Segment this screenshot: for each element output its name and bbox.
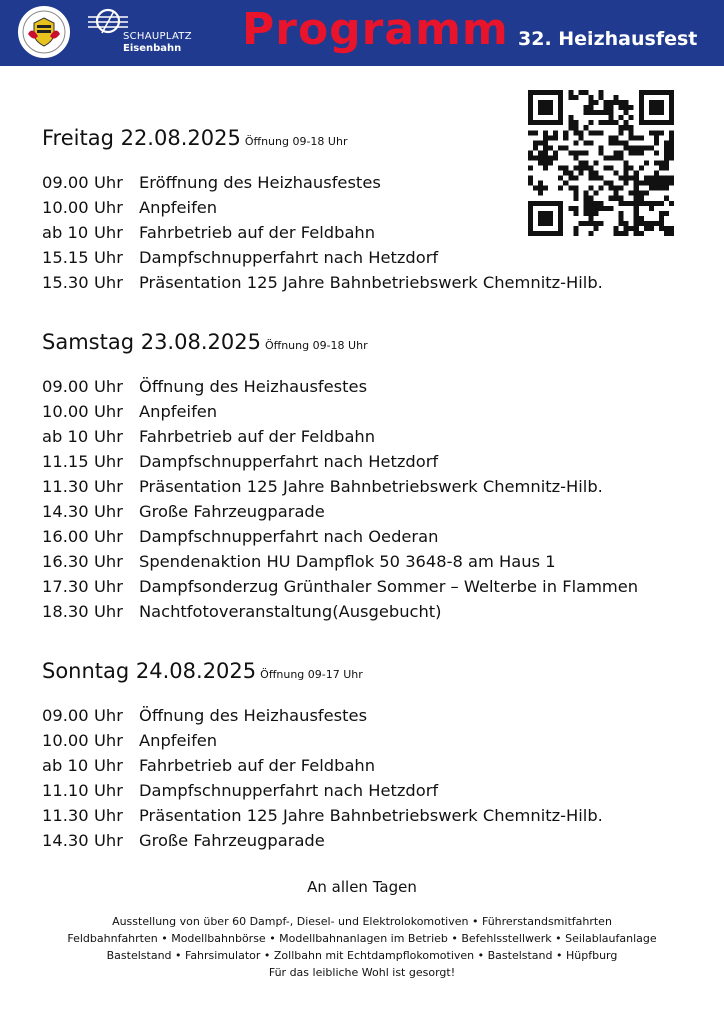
schedule-activity: Anpfeifen xyxy=(139,402,218,421)
brand-name-line2: Eisenbahn xyxy=(123,43,182,54)
schedule-time: ab 10 xyxy=(42,756,89,775)
schedule-time: 15.30 xyxy=(42,273,89,292)
schedule-list xyxy=(42,377,639,627)
schedule-row xyxy=(42,731,363,756)
event-name: 32. Heizhausfest xyxy=(518,28,698,50)
schedule-time: 14.30 xyxy=(42,502,89,521)
schedule-activity: Dampfschnupperfahrt nach Hetzdorf xyxy=(139,248,439,267)
schedule-activity: Öffnung des Heizhausfestes xyxy=(139,377,368,396)
schedule-row xyxy=(42,706,368,731)
schedule-activity: Große Fahrzeugparade xyxy=(139,831,325,850)
schedule-unit: Uhr xyxy=(94,831,123,850)
schedule-time: 09.00 xyxy=(42,706,89,725)
schedule-unit: Uhr xyxy=(94,377,123,396)
schedule-activity: Dampfsonderzug Grünthaler Sommer – Welterbe in Flammen xyxy=(139,577,639,596)
schedule-row xyxy=(42,502,368,527)
day-date: Sonntag 24.08.2025 xyxy=(42,659,257,683)
schedule-time: 11.15 xyxy=(42,452,89,471)
schedule-row xyxy=(42,452,439,477)
schedule-row xyxy=(42,273,603,298)
info-line: Ausstellung von über 60 Dampf-, Diesel- und Elektrolokomotiven • Führerstandsmitfahrten xyxy=(112,915,612,928)
schedule-time: 10.00 xyxy=(42,402,89,421)
schedule-row xyxy=(42,198,347,223)
schedule-row xyxy=(42,602,442,627)
schedule-unit: Uhr xyxy=(94,731,123,750)
schedule-time: ab 10 xyxy=(42,223,89,242)
schedule-time: 09.00 xyxy=(42,173,89,192)
schedule-unit: Uhr xyxy=(94,273,123,292)
schedule-time: 16.00 xyxy=(42,527,89,546)
day-section-friday xyxy=(42,126,603,298)
schedule-unit: Uhr xyxy=(94,402,123,421)
schedule-activity: Dampfschnupperfahrt nach Hetzdorf xyxy=(139,781,439,800)
opening-hours: Öffnung 09-18 Uhr xyxy=(244,135,348,148)
emblem-icon xyxy=(18,6,70,58)
schedule-activity: Anpfeifen xyxy=(139,731,218,750)
schedule-time: ab 10 xyxy=(42,427,89,446)
schedule-unit: Uhr xyxy=(94,427,123,446)
schedule-row xyxy=(42,477,603,502)
schedule-unit: Uhr xyxy=(94,756,123,775)
opening-hours: Öffnung 09-18 Uhr xyxy=(264,339,368,352)
schedule-unit: Uhr xyxy=(94,706,123,725)
schedule-row xyxy=(42,806,603,831)
schedule-time: 10.00 xyxy=(42,198,89,217)
schedule-activity: Große Fahrzeugparade xyxy=(139,502,325,521)
schedule-unit: Uhr xyxy=(94,248,123,267)
schedule-activity: Nachtfotoveranstaltung(Ausgebucht) xyxy=(139,602,442,621)
schedule-unit: Uhr xyxy=(94,173,123,192)
schedule-unit: Uhr xyxy=(94,602,123,621)
day-section-sunday xyxy=(42,659,603,856)
schedule-row xyxy=(42,552,556,577)
schedule-row xyxy=(42,173,381,198)
day-heading xyxy=(42,126,347,150)
schedule-time: 11.30 xyxy=(42,806,89,825)
info-line: Für das leibliche Wohl ist gesorgt! xyxy=(268,966,456,979)
schauplatz-eisenbahn-logo-icon xyxy=(88,7,128,39)
schedule-unit: Uhr xyxy=(94,552,123,571)
schedule-unit: Uhr xyxy=(94,502,123,521)
day-heading xyxy=(42,659,363,683)
schedule-list xyxy=(42,706,603,856)
schedule-time: 17.30 xyxy=(42,577,89,596)
schedule-time: 16.30 xyxy=(42,552,89,571)
info-line: Feldbahnfahrten • Modellbahnbörse • Modellbahnanlagen im Betrieb • Befehlsstellwerk • Seilablaufanlage xyxy=(67,932,657,945)
schedule-unit: Uhr xyxy=(94,577,123,596)
schedule-time: 09.00 xyxy=(42,377,89,396)
schedule-row xyxy=(42,527,439,552)
schedule-row xyxy=(42,756,376,781)
schedule-unit: Uhr xyxy=(94,806,123,825)
opening-hours: Öffnung 09-17 Uhr xyxy=(260,668,363,681)
schedule-unit: Uhr xyxy=(94,781,123,800)
qr-code[interactable] xyxy=(528,90,674,236)
schedule-activity: Präsentation 125 Jahre Bahnbetriebswerk Chemnitz-Hilb. xyxy=(139,273,603,292)
schedule-row xyxy=(42,223,376,248)
schedule-activity: Präsentation 125 Jahre Bahnbetriebswerk Chemnitz-Hilb. xyxy=(139,477,603,496)
page-title: Programm xyxy=(242,4,509,55)
all-days-info xyxy=(0,913,724,981)
schedule-time: 10.00 xyxy=(42,731,89,750)
schedule-unit: Uhr xyxy=(94,198,123,217)
schedule-unit: Uhr xyxy=(94,477,123,496)
schedule-time: 18.30 xyxy=(42,602,89,621)
schedule-row xyxy=(42,402,368,427)
day-heading xyxy=(42,330,368,354)
schedule-time: 11.30 xyxy=(42,477,89,496)
schedule-row xyxy=(42,377,368,402)
schedule-unit: Uhr xyxy=(94,527,123,546)
schedule-activity: Spendenaktion HU Dampflok 50 3648-8 am Haus 1 xyxy=(139,552,556,571)
schedule-list xyxy=(42,173,603,298)
schedule-activity: Anpfeifen xyxy=(139,198,218,217)
day-section-saturday xyxy=(42,330,639,627)
header-banner xyxy=(0,0,724,66)
schedule-time: 11.10 xyxy=(42,781,89,800)
schedule-activity: Fahrbetrieb auf der Feldbahn xyxy=(139,756,376,775)
day-date: Freitag 22.08.2025 xyxy=(42,126,241,150)
brand-name-line1: SCHAUPLATZ xyxy=(123,31,192,42)
schedule-activity: Fahrbetrieb auf der Feldbahn xyxy=(139,223,376,242)
schedule-row xyxy=(42,831,363,856)
schedule-row xyxy=(42,577,639,602)
schedule-activity: Öffnung des Heizhausfestes xyxy=(139,706,368,725)
schedule-row xyxy=(42,248,439,273)
schedule-activity: Fahrbetrieb auf der Feldbahn xyxy=(139,427,376,446)
schedule-unit: Uhr xyxy=(94,223,123,242)
schedule-activity: Eröffnung des Heizhausfestes xyxy=(139,173,381,192)
schedule-activity: Dampfschnupperfahrt nach Oederan xyxy=(139,527,439,546)
schedule-activity: Präsentation 125 Jahre Bahnbetriebswerk Chemnitz-Hilb. xyxy=(139,806,603,825)
schedule-time: 14.30 xyxy=(42,831,89,850)
schedule-row xyxy=(42,427,376,452)
info-line: Bastelstand • Fahrsimulator • Zollbahn mit Echtdampflokomotiven • Bastelstand • Hüpfburg xyxy=(106,949,618,962)
schedule-row xyxy=(42,781,439,806)
schedule-unit: Uhr xyxy=(94,452,123,471)
club-emblem-logo xyxy=(16,4,72,60)
day-date: Samstag 23.08.2025 xyxy=(42,330,261,354)
all-days-heading: An allen Tagen xyxy=(307,878,417,896)
schedule-time: 15.15 xyxy=(42,248,89,267)
schedule-activity: Dampfschnupperfahrt nach Hetzdorf xyxy=(139,452,439,471)
